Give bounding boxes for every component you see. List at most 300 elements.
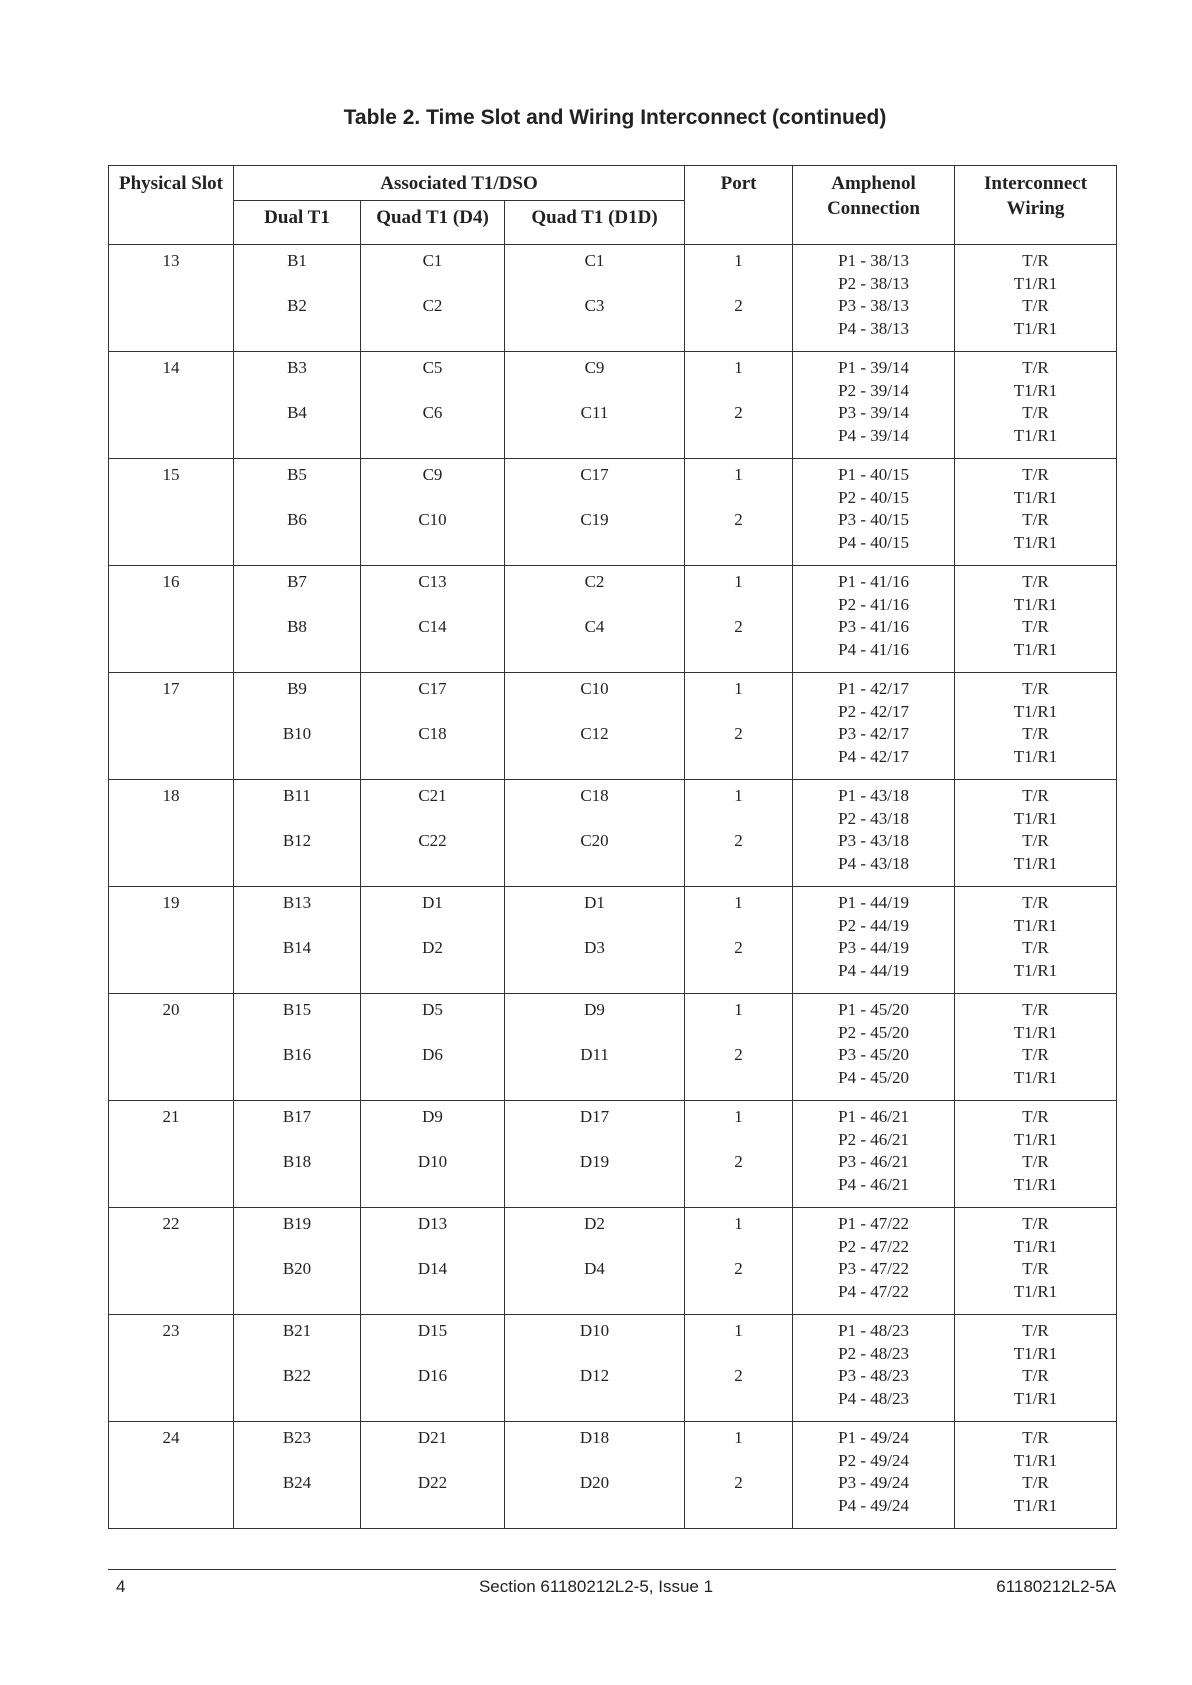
cell-interconnect-wiring-line: T1/R1 <box>1013 960 1058 980</box>
header-quad-t1-d1d: Quad T1 (D1D) <box>505 201 685 245</box>
slot-number: 21 <box>162 1107 180 1126</box>
cell-port-value: 2 <box>734 617 743 636</box>
cell-dual-t1 <box>234 245 361 352</box>
cell-dual-t1-value: B18 <box>282 1152 312 1171</box>
cell-quad-t1-d4-value: C1 <box>422 251 443 270</box>
cell-interconnect-wiring-line: T1/R1 <box>1013 1450 1058 1470</box>
header-associated-t1-dso: Associated T1/DSO <box>234 166 685 201</box>
cell-interconnect-wiring-line: T1/R1 <box>1013 701 1058 721</box>
cell-interconnect-wiring <box>955 1101 1117 1208</box>
cell-dual-t1-value: B6 <box>287 510 307 529</box>
cell-quad-t1-d1d-value: D17 <box>579 1107 610 1126</box>
cell-quad-t1-d1d-value: D11 <box>580 1045 609 1064</box>
cell-interconnect-wiring-line: T1/R1 <box>1013 487 1058 507</box>
cell-amphenol-connection-line: P4 - 48/23 <box>838 1388 909 1408</box>
cell-quad-t1-d4 <box>361 1422 505 1529</box>
cell-port-value: 2 <box>734 1259 743 1278</box>
cell-physical-slot <box>109 1422 234 1529</box>
cell-quad-t1-d1d-value: C11 <box>580 403 609 422</box>
cell-port-value: 1 <box>734 465 743 484</box>
cell-quad-t1-d4-value: D22 <box>417 1473 448 1492</box>
cell-amphenol-connection-line: P2 - 43/18 <box>838 808 909 828</box>
slot-number: 19 <box>162 893 180 912</box>
cell-interconnect-wiring <box>955 245 1117 352</box>
cell-quad-t1-d1d-value: D2 <box>584 1214 605 1233</box>
cell-physical-slot <box>109 887 234 994</box>
cell-interconnect-wiring <box>955 780 1117 887</box>
cell-interconnect-wiring-line: T/R <box>1022 893 1049 912</box>
cell-amphenol-connection-line: P1 - 48/23 <box>838 1321 909 1340</box>
cell-port <box>685 1315 793 1422</box>
cell-amphenol-connection-line: P2 - 40/15 <box>838 487 909 507</box>
cell-quad-t1-d4-value: C6 <box>422 403 443 422</box>
table-row <box>109 887 1117 994</box>
cell-quad-t1-d4-value: C10 <box>418 510 447 529</box>
cell-dual-t1-value: B17 <box>282 1107 312 1126</box>
slot-number: 20 <box>162 1000 180 1019</box>
footer-rule <box>108 1569 1116 1570</box>
cell-amphenol-connection-line: P3 - 38/13 <box>838 296 909 315</box>
cell-dual-t1-value: B24 <box>282 1473 312 1492</box>
cell-amphenol-connection-line: P1 - 43/18 <box>838 786 909 805</box>
cell-quad-t1-d1d-value: C18 <box>580 786 609 805</box>
page-title: Table 2. Time Slot and Wiring Interconnect (continued) <box>343 106 887 129</box>
cell-interconnect-wiring-line: T/R <box>1022 1366 1049 1385</box>
cell-quad-t1-d4-value: C9 <box>422 465 443 484</box>
cell-amphenol-connection-line: P3 - 46/21 <box>838 1152 909 1171</box>
cell-amphenol-connection <box>793 1422 955 1529</box>
table-body <box>109 245 1117 1529</box>
cell-port-value: 1 <box>734 1321 743 1340</box>
table-row <box>109 1101 1117 1208</box>
cell-port-value: 1 <box>734 572 743 591</box>
cell-interconnect-wiring-line: T/R <box>1022 617 1049 636</box>
cell-physical-slot <box>109 1208 234 1315</box>
cell-amphenol-connection-line: P1 - 41/16 <box>838 572 909 591</box>
cell-physical-slot <box>109 1101 234 1208</box>
cell-quad-t1-d4 <box>361 994 505 1101</box>
cell-interconnect-wiring-line: T/R <box>1022 1321 1049 1340</box>
cell-quad-t1-d1d-value: C20 <box>580 831 609 850</box>
cell-dual-t1-value: B8 <box>287 617 307 636</box>
cell-dual-t1-value: B7 <box>287 572 307 591</box>
cell-quad-t1-d1d-value: C2 <box>584 572 605 591</box>
cell-amphenol-connection-line: P2 - 48/23 <box>838 1343 909 1363</box>
cell-port <box>685 352 793 459</box>
cell-port-value: 1 <box>734 679 743 698</box>
page-number: 4 <box>116 1577 126 1596</box>
cell-amphenol-connection-line: P2 - 38/13 <box>838 273 909 293</box>
cell-quad-t1-d1d-value: D10 <box>579 1321 610 1340</box>
cell-interconnect-wiring <box>955 1422 1117 1529</box>
cell-dual-t1 <box>234 1101 361 1208</box>
cell-port-value: 2 <box>734 1152 743 1171</box>
slot-number: 15 <box>162 465 180 484</box>
cell-dual-t1-value: B13 <box>282 893 312 912</box>
cell-dual-t1 <box>234 566 361 673</box>
cell-amphenol-connection-line: P3 - 48/23 <box>838 1366 909 1385</box>
cell-quad-t1-d4-value: D9 <box>422 1107 443 1126</box>
cell-quad-t1-d4-value: D15 <box>417 1321 448 1340</box>
cell-dual-t1 <box>234 1422 361 1529</box>
header-physical-slot: Physical Slot <box>109 166 234 245</box>
cell-port-value: 1 <box>734 358 743 377</box>
cell-interconnect-wiring-line: T/R <box>1022 1107 1049 1126</box>
cell-amphenol-connection-line: P4 - 44/19 <box>838 960 909 980</box>
cell-quad-t1-d1d <box>505 673 685 780</box>
slot-number: 24 <box>162 1428 180 1447</box>
cell-dual-t1-value: B22 <box>282 1366 312 1385</box>
time-slot-table <box>108 165 1117 1529</box>
cell-quad-t1-d1d-value: C10 <box>580 679 609 698</box>
cell-dual-t1-value: B11 <box>283 786 311 805</box>
cell-dual-t1 <box>234 780 361 887</box>
cell-quad-t1-d4-value: D1 <box>422 893 443 912</box>
table-row <box>109 1208 1117 1315</box>
cell-quad-t1-d4-value: D13 <box>417 1214 448 1233</box>
cell-amphenol-connection-line: P2 - 45/20 <box>838 1022 909 1042</box>
cell-quad-t1-d1d-value: D3 <box>584 938 605 957</box>
cell-quad-t1-d1d-value: D4 <box>584 1259 605 1278</box>
cell-quad-t1-d1d <box>505 780 685 887</box>
cell-interconnect-wiring <box>955 1315 1117 1422</box>
cell-amphenol-connection-line: P2 - 39/14 <box>838 380 909 400</box>
cell-amphenol-connection-line: P4 - 46/21 <box>838 1174 909 1194</box>
cell-interconnect-wiring-line: T/R <box>1022 1473 1049 1492</box>
cell-interconnect-wiring-line: T1/R1 <box>1013 639 1058 659</box>
cell-interconnect-wiring <box>955 994 1117 1101</box>
cell-quad-t1-d1d-value: D1 <box>584 893 605 912</box>
cell-quad-t1-d4 <box>361 887 505 994</box>
table-row <box>109 352 1117 459</box>
cell-quad-t1-d4-value: D14 <box>417 1259 448 1278</box>
cell-physical-slot <box>109 566 234 673</box>
cell-amphenol-connection-line: P2 - 47/22 <box>838 1236 909 1256</box>
cell-interconnect-wiring-line: T1/R1 <box>1013 425 1058 445</box>
cell-quad-t1-d1d-value: C19 <box>580 510 609 529</box>
cell-amphenol-connection <box>793 994 955 1101</box>
cell-quad-t1-d4-value: C21 <box>418 786 447 805</box>
cell-dual-t1 <box>234 673 361 780</box>
cell-interconnect-wiring <box>955 566 1117 673</box>
table-row <box>109 245 1117 352</box>
cell-quad-t1-d4 <box>361 1315 505 1422</box>
cell-amphenol-connection-line: P4 - 43/18 <box>838 853 909 873</box>
cell-interconnect-wiring <box>955 352 1117 459</box>
cell-interconnect-wiring-line: T/R <box>1022 465 1049 484</box>
cell-quad-t1-d4 <box>361 566 505 673</box>
cell-dual-t1 <box>234 1208 361 1315</box>
cell-interconnect-wiring-line: T/R <box>1022 1259 1049 1278</box>
cell-amphenol-connection-line: P4 - 40/15 <box>838 532 909 552</box>
slot-number: 14 <box>162 358 180 377</box>
cell-dual-t1-value: B19 <box>282 1214 312 1233</box>
cell-quad-t1-d1d-value: D20 <box>579 1473 610 1492</box>
cell-interconnect-wiring-line: T1/R1 <box>1013 746 1058 766</box>
cell-quad-t1-d4-value: C17 <box>418 679 447 698</box>
cell-dual-t1-value: B20 <box>282 1259 312 1278</box>
slot-number: 16 <box>162 572 180 591</box>
cell-interconnect-wiring-line: T1/R1 <box>1013 1236 1058 1256</box>
cell-dual-t1-value: B10 <box>282 724 312 743</box>
cell-amphenol-connection <box>793 1208 955 1315</box>
cell-port-value: 2 <box>734 724 743 743</box>
cell-port <box>685 1422 793 1529</box>
cell-port <box>685 887 793 994</box>
header-interconnect-wiring: Interconnect Wiring <box>955 166 1117 245</box>
cell-amphenol-connection-line: P4 - 49/24 <box>838 1495 909 1515</box>
cell-amphenol-connection-line: P1 - 42/17 <box>838 679 909 698</box>
slot-number: 18 <box>162 786 180 805</box>
cell-port <box>685 566 793 673</box>
cell-dual-t1-value: B3 <box>287 358 307 377</box>
cell-quad-t1-d1d <box>505 1422 685 1529</box>
document-id: 61180212L2-5A <box>996 1577 1116 1596</box>
cell-port-value: 1 <box>734 893 743 912</box>
cell-quad-t1-d1d-value: C9 <box>584 358 605 377</box>
cell-physical-slot <box>109 459 234 566</box>
cell-quad-t1-d4-value: D2 <box>422 938 443 957</box>
section-label: Section 61180212L2-5, Issue 1 <box>478 1577 714 1596</box>
cell-amphenol-connection-line: P4 - 38/13 <box>838 318 909 338</box>
cell-amphenol-connection-line: P1 - 49/24 <box>838 1428 909 1447</box>
cell-interconnect-wiring-line: T/R <box>1022 296 1049 315</box>
cell-port <box>685 994 793 1101</box>
cell-dual-t1 <box>234 352 361 459</box>
cell-port-value: 1 <box>734 1428 743 1447</box>
table-row <box>109 1315 1117 1422</box>
cell-interconnect-wiring-line: T/R <box>1022 403 1049 422</box>
cell-quad-t1-d4-value: C13 <box>418 572 447 591</box>
cell-port-value: 2 <box>734 296 743 315</box>
table-row <box>109 459 1117 566</box>
table-row <box>109 994 1117 1101</box>
cell-quad-t1-d4 <box>361 1101 505 1208</box>
cell-dual-t1-value: B12 <box>282 831 312 850</box>
cell-amphenol-connection-line: P1 - 47/22 <box>838 1214 909 1233</box>
cell-amphenol-connection-line: P3 - 43/18 <box>838 831 909 850</box>
cell-quad-t1-d4-value: D5 <box>422 1000 443 1019</box>
cell-quad-t1-d4-value: C2 <box>422 296 443 315</box>
cell-dual-t1 <box>234 994 361 1101</box>
cell-port-value: 2 <box>734 1473 743 1492</box>
cell-port-value: 1 <box>734 251 743 270</box>
cell-dual-t1-value: B1 <box>287 251 307 270</box>
cell-amphenol-connection-line: P2 - 46/21 <box>838 1129 909 1149</box>
slot-number: 13 <box>162 251 180 270</box>
cell-quad-t1-d4-value: D6 <box>422 1045 443 1064</box>
header-dual-t1: Dual T1 <box>234 201 361 245</box>
cell-amphenol-connection <box>793 459 955 566</box>
cell-quad-t1-d1d <box>505 1315 685 1422</box>
slot-number: 17 <box>162 679 180 698</box>
cell-amphenol-connection <box>793 566 955 673</box>
cell-quad-t1-d4-value: D16 <box>417 1366 448 1385</box>
cell-quad-t1-d1d <box>505 352 685 459</box>
cell-amphenol-connection-line: P4 - 42/17 <box>838 746 909 766</box>
header-port: Port <box>685 166 793 245</box>
cell-amphenol-connection <box>793 1315 955 1422</box>
cell-dual-t1 <box>234 887 361 994</box>
cell-port-value: 2 <box>734 1045 743 1064</box>
cell-interconnect-wiring-line: T/R <box>1022 786 1049 805</box>
cell-port-value: 2 <box>734 1366 743 1385</box>
cell-interconnect-wiring-line: T1/R1 <box>1013 1022 1058 1042</box>
cell-port-value: 1 <box>734 786 743 805</box>
cell-quad-t1-d1d-value: C4 <box>584 617 605 636</box>
cell-interconnect-wiring-line: T1/R1 <box>1013 532 1058 552</box>
table-row <box>109 673 1117 780</box>
cell-amphenol-connection-line: P1 - 46/21 <box>838 1107 909 1126</box>
cell-amphenol-connection-line: P3 - 47/22 <box>838 1259 909 1278</box>
cell-amphenol-connection-line: P4 - 45/20 <box>838 1067 909 1087</box>
cell-physical-slot <box>109 1315 234 1422</box>
cell-quad-t1-d1d-value: D19 <box>579 1152 610 1171</box>
cell-port-value: 1 <box>734 1214 743 1233</box>
cell-interconnect-wiring-line: T/R <box>1022 572 1049 591</box>
cell-quad-t1-d1d <box>505 994 685 1101</box>
cell-interconnect-wiring <box>955 459 1117 566</box>
cell-quad-t1-d1d-value: C12 <box>580 724 609 743</box>
cell-amphenol-connection <box>793 245 955 352</box>
cell-quad-t1-d4 <box>361 459 505 566</box>
cell-quad-t1-d1d <box>505 566 685 673</box>
cell-quad-t1-d1d <box>505 887 685 994</box>
cell-interconnect-wiring-line: T/R <box>1022 1428 1049 1447</box>
cell-quad-t1-d4 <box>361 352 505 459</box>
cell-interconnect-wiring-line: T/R <box>1022 1214 1049 1233</box>
cell-quad-t1-d1d-value: D12 <box>579 1366 610 1385</box>
slot-number: 22 <box>162 1214 180 1233</box>
cell-amphenol-connection-line: P2 - 42/17 <box>838 701 909 721</box>
cell-amphenol-connection-line: P4 - 41/16 <box>838 639 909 659</box>
cell-quad-t1-d4 <box>361 1208 505 1315</box>
cell-amphenol-connection-line: P3 - 42/17 <box>838 724 909 743</box>
cell-amphenol-connection-line: P1 - 45/20 <box>838 1000 909 1019</box>
header-amphenol-connection: Amphenol Connection <box>793 166 955 245</box>
cell-port <box>685 1208 793 1315</box>
cell-interconnect-wiring-line: T/R <box>1022 1045 1049 1064</box>
cell-interconnect-wiring <box>955 887 1117 994</box>
cell-interconnect-wiring-line: T/R <box>1022 831 1049 850</box>
cell-port <box>685 245 793 352</box>
cell-port <box>685 780 793 887</box>
cell-amphenol-connection-line: P2 - 49/24 <box>838 1450 909 1470</box>
cell-physical-slot <box>109 673 234 780</box>
cell-quad-t1-d4-value: D10 <box>417 1152 448 1171</box>
cell-quad-t1-d4 <box>361 245 505 352</box>
cell-quad-t1-d1d <box>505 1101 685 1208</box>
cell-interconnect-wiring-line: T1/R1 <box>1013 380 1058 400</box>
cell-interconnect-wiring-line: T1/R1 <box>1013 853 1058 873</box>
cell-amphenol-connection-line: P3 - 44/19 <box>838 938 909 957</box>
cell-interconnect-wiring-line: T/R <box>1022 1000 1049 1019</box>
cell-amphenol-connection-line: P1 - 40/15 <box>838 465 909 484</box>
cell-physical-slot <box>109 780 234 887</box>
cell-interconnect-wiring-line: T1/R1 <box>1013 318 1058 338</box>
header-quad-t1-d4: Quad T1 (D4) <box>361 201 505 245</box>
cell-quad-t1-d1d-value: C17 <box>580 465 609 484</box>
cell-physical-slot <box>109 245 234 352</box>
cell-quad-t1-d1d-value: D9 <box>584 1000 605 1019</box>
cell-amphenol-connection <box>793 780 955 887</box>
cell-port-value: 2 <box>734 938 743 957</box>
cell-interconnect-wiring-line: T/R <box>1022 1152 1049 1171</box>
cell-quad-t1-d4-value: C14 <box>418 617 447 636</box>
cell-amphenol-connection <box>793 673 955 780</box>
cell-amphenol-connection-line: P3 - 49/24 <box>838 1473 909 1492</box>
cell-port-value: 1 <box>734 1000 743 1019</box>
cell-interconnect-wiring-line: T/R <box>1022 679 1049 698</box>
slot-number: 23 <box>162 1321 180 1340</box>
cell-interconnect-wiring-line: T1/R1 <box>1013 1281 1058 1301</box>
cell-dual-t1 <box>234 1315 361 1422</box>
cell-amphenol-connection <box>793 1101 955 1208</box>
cell-quad-t1-d4-value: C22 <box>418 831 447 850</box>
cell-quad-t1-d1d-value: C1 <box>584 251 605 270</box>
cell-interconnect-wiring-line: T1/R1 <box>1013 1343 1058 1363</box>
cell-dual-t1 <box>234 459 361 566</box>
cell-interconnect-wiring-line: T1/R1 <box>1013 273 1058 293</box>
cell-interconnect-wiring-line: T/R <box>1022 510 1049 529</box>
cell-interconnect-wiring-line: T1/R1 <box>1013 915 1058 935</box>
cell-interconnect-wiring-line: T/R <box>1022 251 1049 270</box>
cell-dual-t1-value: B2 <box>287 296 307 315</box>
cell-quad-t1-d1d <box>505 245 685 352</box>
cell-interconnect-wiring-line: T1/R1 <box>1013 1067 1058 1087</box>
cell-interconnect-wiring-line: T1/R1 <box>1013 1388 1058 1408</box>
cell-quad-t1-d4-value: C5 <box>422 358 443 377</box>
cell-dual-t1-value: B16 <box>282 1045 312 1064</box>
cell-interconnect-wiring-line: T/R <box>1022 358 1049 377</box>
table-row <box>109 566 1117 673</box>
cell-amphenol-connection-line: P1 - 44/19 <box>838 893 909 912</box>
cell-port-value: 2 <box>734 403 743 422</box>
cell-port-value: 1 <box>734 1107 743 1126</box>
cell-amphenol-connection-line: P3 - 45/20 <box>838 1045 909 1064</box>
cell-dual-t1-value: B9 <box>287 679 307 698</box>
cell-quad-t1-d4 <box>361 673 505 780</box>
cell-interconnect-wiring-line: T1/R1 <box>1013 808 1058 828</box>
cell-quad-t1-d1d-value: C3 <box>584 296 605 315</box>
cell-amphenol-connection-line: P4 - 47/22 <box>838 1281 909 1301</box>
cell-quad-t1-d1d <box>505 1208 685 1315</box>
cell-amphenol-connection-line: P3 - 40/15 <box>838 510 909 529</box>
table-row <box>109 1422 1117 1529</box>
cell-dual-t1-value: B21 <box>282 1321 312 1340</box>
cell-interconnect-wiring-line: T1/R1 <box>1013 1129 1058 1149</box>
cell-amphenol-connection-line: P2 - 44/19 <box>838 915 909 935</box>
cell-interconnect-wiring-line: T1/R1 <box>1013 1495 1058 1515</box>
cell-amphenol-connection-line: P3 - 39/14 <box>838 403 909 422</box>
cell-amphenol-connection-line: P2 - 41/16 <box>838 594 909 614</box>
cell-interconnect-wiring <box>955 673 1117 780</box>
cell-dual-t1-value: B23 <box>282 1428 312 1447</box>
cell-port <box>685 673 793 780</box>
cell-interconnect-wiring-line: T/R <box>1022 938 1049 957</box>
cell-amphenol-connection <box>793 352 955 459</box>
table-row <box>109 780 1117 887</box>
cell-port-value: 2 <box>734 831 743 850</box>
cell-dual-t1-value: B5 <box>287 465 307 484</box>
cell-port-value: 2 <box>734 510 743 529</box>
cell-quad-t1-d4 <box>361 780 505 887</box>
cell-dual-t1-value: B4 <box>287 403 307 422</box>
cell-amphenol-connection-line: P4 - 39/14 <box>838 425 909 445</box>
cell-dual-t1-value: B15 <box>282 1000 312 1019</box>
cell-port <box>685 1101 793 1208</box>
cell-dual-t1-value: B14 <box>282 938 312 957</box>
